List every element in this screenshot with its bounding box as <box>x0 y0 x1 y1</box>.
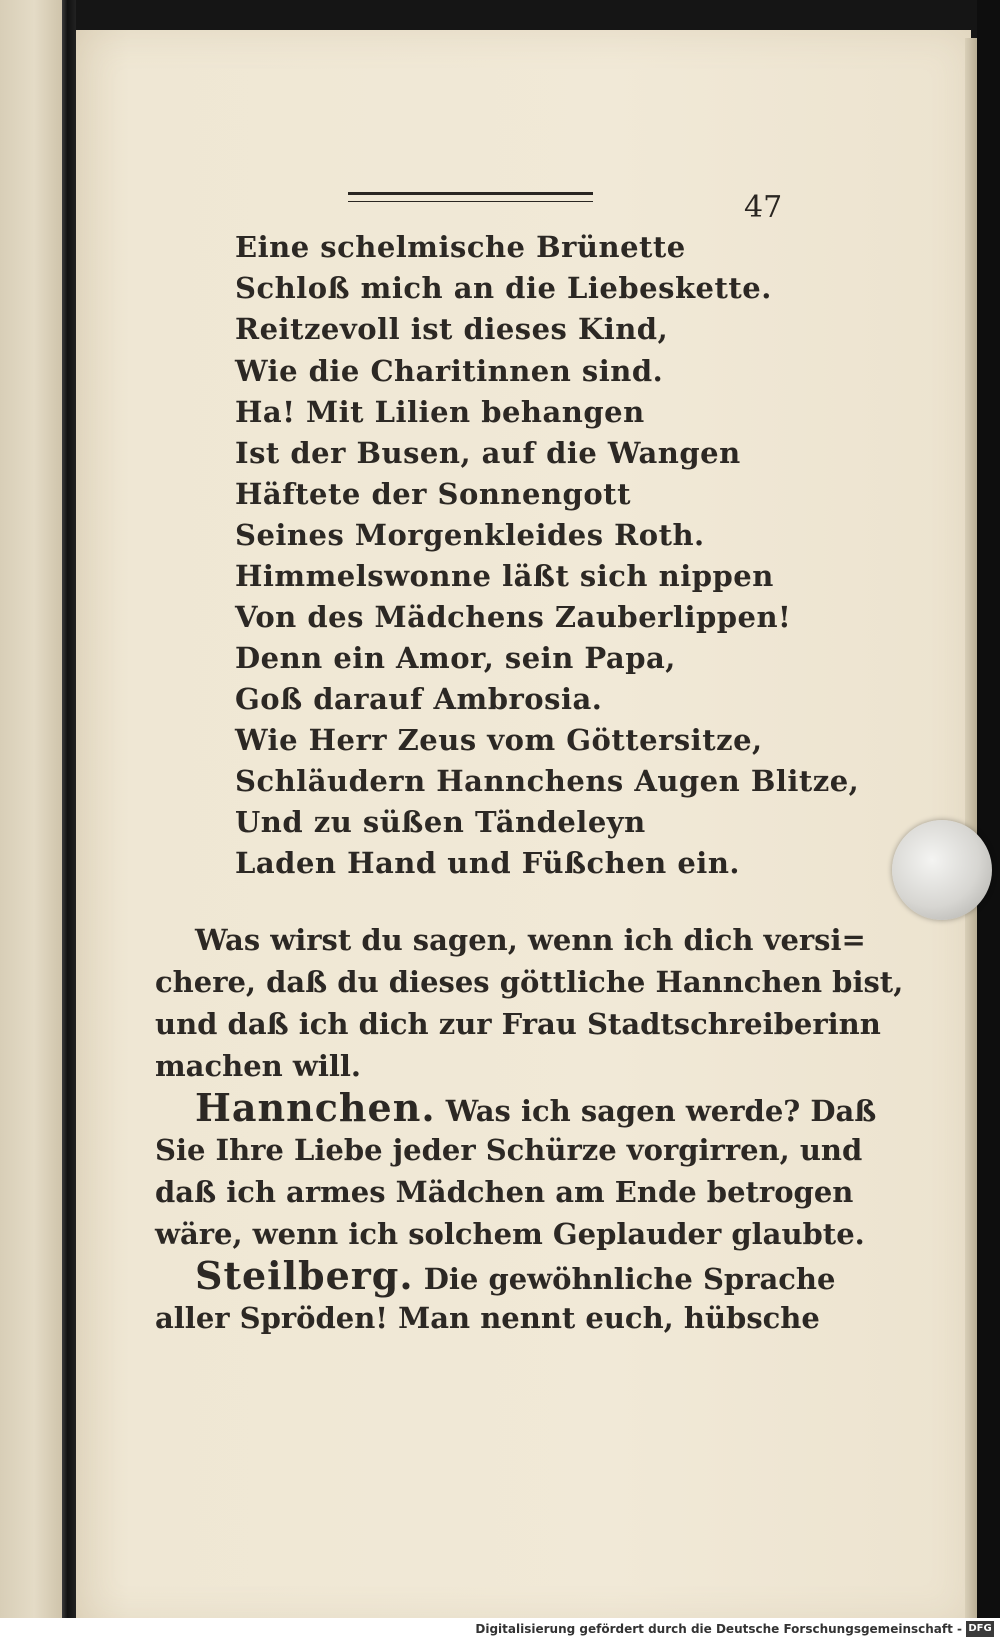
poem-line: Schloß mich an die Liebeskette. <box>235 271 772 305</box>
poem-line: Von des Mädchens Zauberlippen! <box>235 600 792 634</box>
poem-line: Schläudern Hannchens Augen Blitze, <box>235 764 860 798</box>
prose-line: chere, daß du dieses göttliche Hannchen bist, <box>155 965 904 999</box>
header-rule <box>348 192 593 202</box>
previous-page-edge <box>0 0 62 1641</box>
prose-line: wäre, wenn ich solchem Geplauder glaubte. <box>155 1217 865 1251</box>
poem-line: Ist der Busen, auf die Wangen <box>235 436 741 470</box>
page-number: 47 <box>744 190 783 225</box>
poem-line: Laden Hand und Füßchen ein. <box>235 846 740 880</box>
scan-background <box>977 0 1000 1641</box>
poem-line: Reitzevoll ist dieses Kind, <box>235 312 669 346</box>
poem-line: Denn ein Amor, sein Papa, <box>235 641 676 675</box>
prose-line: und daß ich dich zur Frau Stadtschreiberinn <box>155 1007 881 1041</box>
poem-line: Wie die Charitinnen sind. <box>235 354 664 388</box>
speaker-name: Hannchen. <box>195 1085 436 1130</box>
dialogue-line <box>195 1253 836 1298</box>
prose-line: machen will. <box>155 1049 361 1083</box>
book-spine <box>62 0 76 1641</box>
poem-line: Wie Herr Zeus vom Göttersitze, <box>235 723 763 757</box>
poem-line: Und zu süßen Tändeleyn <box>235 805 646 839</box>
dfg-logo-icon: DFG <box>966 1621 994 1637</box>
prose-line: Sie Ihre Liebe jeder Schürze vorgirren, und <box>155 1133 863 1167</box>
speaker-name: Steilberg. <box>195 1253 414 1298</box>
poem-line: Eine schelmische Brünette <box>235 230 686 264</box>
dialogue-text: Was ich sagen werde? Daß <box>445 1094 877 1128</box>
poem-line: Häftete der Sonnengott <box>235 477 631 511</box>
poem-line: Goß darauf Ambrosia. <box>235 682 603 716</box>
prose-line: daß ich armes Mädchen am Ende betrogen <box>155 1175 854 1209</box>
funding-notice: Digitalisierung gefördert durch die Deutsche Forschungsgemeinschaft - <box>475 1622 962 1636</box>
poem-line: Seines Morgenkleides Roth. <box>235 518 705 552</box>
poem-line: Himmelswonne läßt sich nippen <box>235 559 774 593</box>
dialogue-line <box>195 1085 877 1130</box>
prose-line: Was wirst du sagen, wenn ich dich versi= <box>195 923 866 957</box>
prose-line: aller Spröden! Man nennt euch, hübsche <box>155 1301 820 1335</box>
dialogue-text: Die gewöhnliche Sprache <box>423 1262 836 1296</box>
poem-line: Ha! Mit Lilien behangen <box>235 395 645 429</box>
page-clip <box>892 820 992 920</box>
